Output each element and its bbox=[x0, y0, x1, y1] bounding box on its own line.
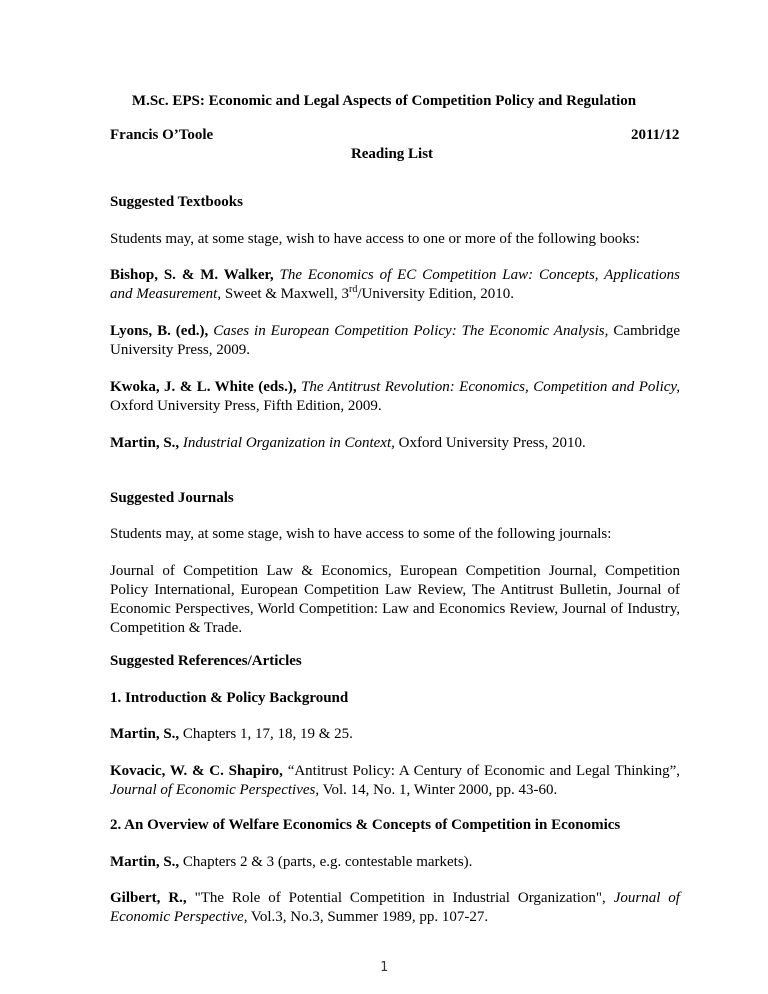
entry-text: Chapters 2 & 3 (parts, e.g. contestable markets). bbox=[179, 854, 473, 870]
textbook-entry bbox=[110, 434, 680, 453]
textbooks-intro: Students may, at some stage, wish to have access to one or more of the following books: bbox=[110, 231, 640, 247]
entry-journal: Journal of Economic Perspectives bbox=[110, 782, 316, 798]
author-name: Francis O’Toole bbox=[110, 127, 214, 143]
entry-edition: /University Edition, 2010. bbox=[357, 286, 515, 302]
reference-entry bbox=[110, 725, 680, 744]
section-heading: 2. An Overview of Welfare Economics & Concepts of Competition in Economics bbox=[110, 817, 621, 833]
entry-publisher: , Sweet & Maxwell, 3 bbox=[217, 286, 349, 302]
entry-title: Industrial Organization in Context, bbox=[182, 435, 395, 451]
section-heading: 1. Introduction & Policy Background bbox=[110, 690, 349, 706]
entry-text: “Antitrust Policy: A Century of Economic and Legal Thinking”, bbox=[282, 763, 680, 779]
entry-author: Martin, S., bbox=[110, 435, 180, 451]
entry-publisher: Oxford University Press, 2010. bbox=[394, 435, 586, 451]
entry-superscript: rd bbox=[349, 284, 358, 295]
document-title: M.Sc. EPS: Economic and Legal Aspects of Competition Policy and Regulation bbox=[131, 93, 637, 109]
entry-author: Gilbert, R., bbox=[110, 890, 187, 906]
entry-author: Kwoka, J. & L. White (eds.), bbox=[110, 379, 297, 395]
reference-entry bbox=[110, 762, 680, 800]
document-subtitle: Reading List bbox=[350, 146, 434, 162]
academic-year: 2011/12 bbox=[631, 127, 680, 143]
textbooks-heading: Suggested Textbooks bbox=[110, 194, 243, 210]
entry-author: Martin, S., bbox=[110, 726, 180, 742]
entry-author: Kovacic, W. & C. Shapiro, bbox=[110, 763, 283, 779]
entry-author: Bishop, S. & M. Walker, bbox=[110, 267, 274, 283]
entry-author: Lyons, B. (ed.), bbox=[110, 323, 209, 339]
entry-title: The Antitrust Revolution: Economics, Competition and Policy, bbox=[301, 379, 681, 395]
entry-publisher: Oxford University Press, Fifth Edition, 2009. bbox=[110, 398, 382, 414]
entry-text: Chapters 1, 17, 18, 19 & 25. bbox=[179, 726, 353, 742]
entry-tail: , Vol.3, No.3, Summer 1989, pp. 107-27. bbox=[243, 909, 489, 925]
page-number: 1 bbox=[380, 960, 388, 975]
reference-entry bbox=[110, 853, 680, 872]
references-heading: Suggested References/Articles bbox=[110, 653, 302, 669]
entry-publisher: Cambridge University Press, 2009. bbox=[110, 323, 680, 358]
entry-title: Cases in European Competition Policy: The Economic Analysis, bbox=[213, 323, 609, 339]
journals-list: Journal of Competition Law & Economics, European Competition Journal, Competition Policy International, European Competition Law Review, The Antitrust Bulletin, Journal of Economic Perspectives, World Competition: Law and Economics Review, Journal of Industry, Competition & Trade. bbox=[110, 563, 680, 636]
entry-title: The Economics of EC Competition Law: Concepts, Applications and Measurement bbox=[110, 267, 680, 302]
textbook-entry bbox=[110, 266, 680, 304]
reference-entry bbox=[110, 889, 680, 927]
entry-tail: , Vol. 14, No. 1, Winter 2000, pp. 43-60. bbox=[315, 782, 558, 798]
entry-text: "The Role of Potential Competition in Industrial Organization", bbox=[186, 890, 614, 906]
textbook-entry bbox=[110, 378, 680, 416]
journals-heading: Suggested Journals bbox=[110, 490, 234, 506]
entry-author: Martin, S., bbox=[110, 854, 180, 870]
journals-intro: Students may, at some stage, wish to have access to some of the following journals: bbox=[110, 526, 612, 542]
entry-journal: Journal of Economic Perspective bbox=[110, 890, 680, 925]
textbook-entry bbox=[110, 322, 680, 360]
